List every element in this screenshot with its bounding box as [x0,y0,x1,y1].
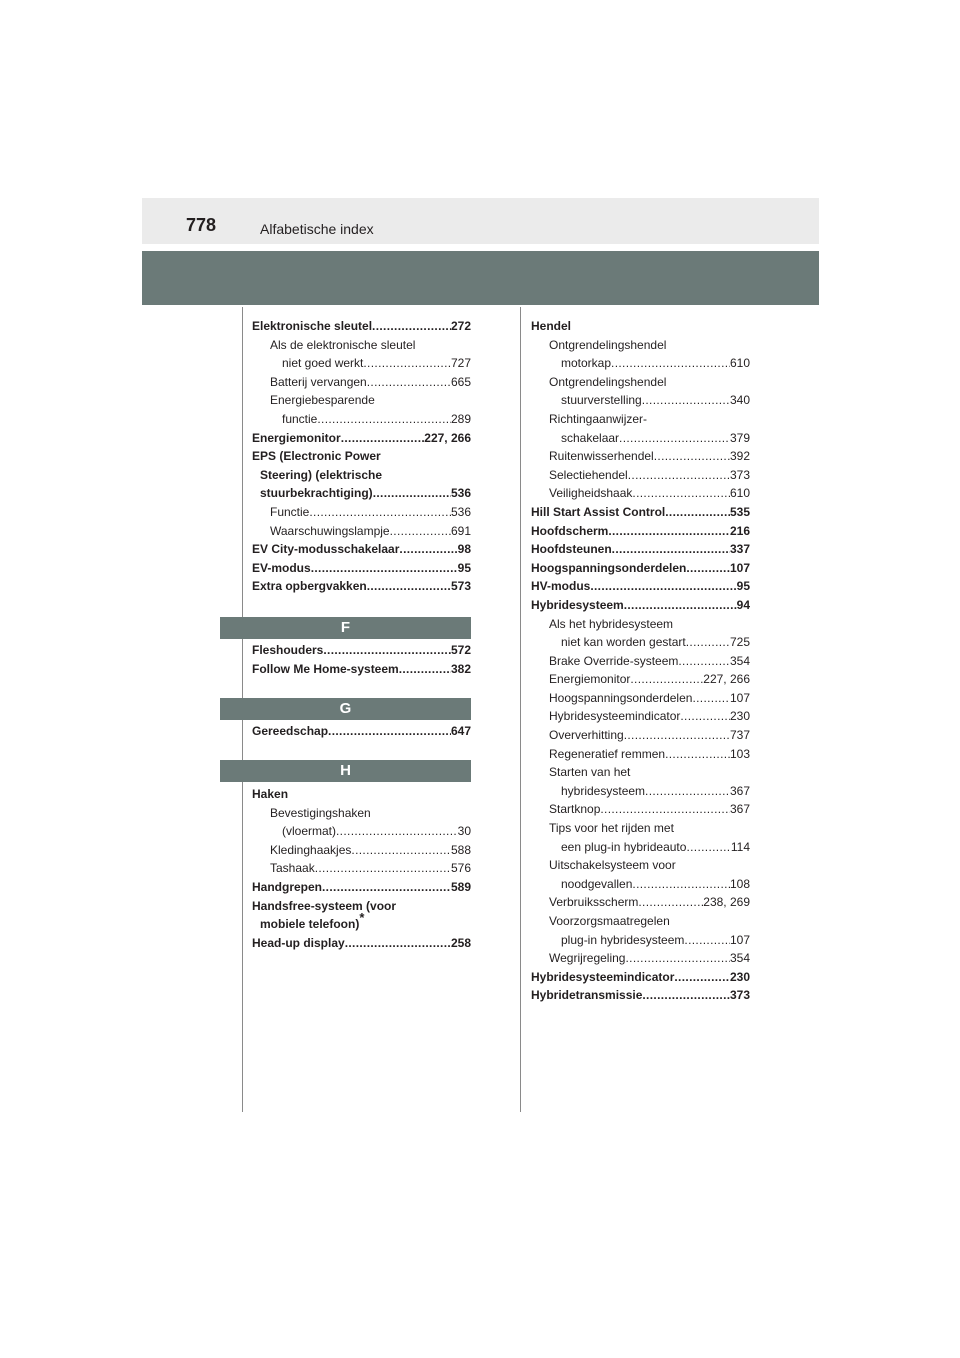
index-entry[interactable]: Gereedschap . . . 647 [252,722,471,741]
index-entry[interactable]: Fleshouders . . . 572 [252,641,471,660]
index-subentry[interactable]: Tashaak . . . 576 [252,859,471,878]
index-entry[interactable]: Head-up display . . . 258 [252,934,471,953]
index-subentry[interactable]: Brake Override-systeem . . . 354 [531,652,750,671]
index-subentry[interactable]: Waarschuwingslampje . . . 691 [252,522,471,541]
index-subentry: Als het hybridesysteem [549,616,674,631]
index-entry: Hendel [531,319,572,333]
index-subentry[interactable]: Startknop . . . 367 [531,800,750,819]
index-entry[interactable]: Hill Start Assist Control . . . 535 [531,503,750,522]
letter-heading-h: H [220,760,471,782]
index-subentry[interactable]: Regeneratief remmen . . . 103 [531,745,750,764]
entries-h [252,785,471,952]
index-entry[interactable]: Follow Me Home-systeem . . . 382 [252,660,471,679]
index-entry[interactable]: Hoofdsteunen . . . 337 [531,540,750,559]
index-subentry: Tips voor het rijden met [549,821,674,836]
index-subentry[interactable]: Kledinghaakjes . . . 588 [252,841,471,860]
index-subentry[interactable]: stuurverstelling . . . 340 [531,391,750,410]
index-subentry: Starten van het [549,765,631,780]
index-subentry[interactable]: niet kan worden gestart . . . 725 [531,633,750,652]
index-subentry[interactable]: Oververhitting . . . 737 [531,726,750,745]
index-entry[interactable]: Extra opbergvakken . . . 573 [252,577,471,596]
index-subentry: Uitschakelsysteem voor [549,858,676,873]
section-title: Alfabetische index [260,221,374,237]
index-entry[interactable]: Hybridetransmissie . . . 373 [531,986,750,1005]
index-subentry: Voorzorgsmaatregelen [549,914,670,928]
index-column-left [252,317,471,596]
index-subentry[interactable]: een plug-in hybrideauto . . . 114 [531,838,750,857]
index-entry-continued[interactable]: mobiele telefoon)* [260,910,365,932]
index-subentry[interactable]: niet goed werkt . . . 727 [252,354,471,373]
index-entry-continued[interactable]: stuurbekrachtiging) . . . 536 [252,484,471,503]
index-entry[interactable]: Hybridesysteem . . . 94 [531,596,750,615]
index-entry[interactable]: EV-modus . . . 95 [252,559,471,578]
index-subentry[interactable]: functie . . . 289 [252,410,471,429]
header-band [142,198,819,244]
index-subentry[interactable]: Hoogspanningsonderdelen . . . 107 [531,689,750,708]
index-subentry: Als de elektronische sleutel [270,337,416,352]
index-subentry: Energiebesparende [270,393,375,408]
index-subentry[interactable]: Selectiehendel . . . 373 [531,466,750,485]
index-subentry[interactable]: Verbruiksscherm . . . 238, 269 [531,893,750,912]
index-entry[interactable]: HV-modus . . . 95 [531,577,750,596]
index-entry: Handsfree-systeem (voor [252,898,397,913]
index-entry: Haken [252,787,289,801]
index-entry[interactable]: Hoogspanningsonderdelen . . . 107 [531,559,750,578]
entries-f [252,641,471,678]
index-subentry[interactable]: (vloermat) . . . 30 [252,822,471,841]
column-divider-right [520,307,521,1112]
index-entry[interactable]: Handgrepen . . . 589 [252,878,471,897]
index-subentry[interactable]: Functie . . . 536 [252,503,471,522]
index-subentry[interactable]: Wegrijregeling . . . 354 [531,949,750,968]
index-subentry[interactable]: hybridesysteem . . . 367 [531,782,750,801]
index-subentry[interactable]: motorkap . . . 610 [531,354,750,373]
index-subentry: Ontgrendelingshendel [549,337,667,352]
index-subentry: Ontgrendelingshendel [549,374,667,389]
index-entry[interactable]: Elektronische sleutel . . . 272 [252,317,471,336]
index-column-right [531,317,750,1005]
index-entry[interactable]: Energiemonitor . . . 227, 266 [252,429,471,448]
index-entry-continued: Steering) (elektrische [260,467,383,482]
index-subentry: Bevestigingshaken [270,805,371,820]
entries-g [252,722,471,741]
title-bar [142,251,819,305]
index-entry[interactable]: EV City-modusschakelaar . . . 98 [252,540,471,559]
letter-heading-f: F [220,617,471,639]
letter-heading-g: G [220,698,471,720]
entries-e [252,317,471,596]
page-number: 778 [186,215,217,235]
index-subentry[interactable]: Ruitenwisserhendel . . . 392 [531,447,750,466]
index-entry[interactable]: Hybridesysteemindicator . . . 230 [531,968,750,987]
index-subentry: Richtingaanwijzer- [549,411,648,426]
index-subentry[interactable]: Batterij vervangen . . . 665 [252,373,471,392]
index-subentry[interactable]: noodgevallen . . . 108 [531,875,750,894]
index-subentry[interactable]: Hybridesysteemindicator . . . 230 [531,707,750,726]
index-subentry[interactable]: Veiligheidshaak . . . 610 [531,484,750,503]
footnote-asterisk: * [359,910,365,926]
index-entry: EPS (Electronic Power [252,449,381,464]
index-subentry[interactable]: schakelaar . . . 379 [531,429,750,448]
index-subentry[interactable]: plug-in hybridesysteem . . . 107 [531,931,750,950]
index-entry[interactable]: Hoofdscherm . . . 216 [531,522,750,541]
index-subentry[interactable]: Energiemonitor . . . 227, 266 [531,670,750,689]
